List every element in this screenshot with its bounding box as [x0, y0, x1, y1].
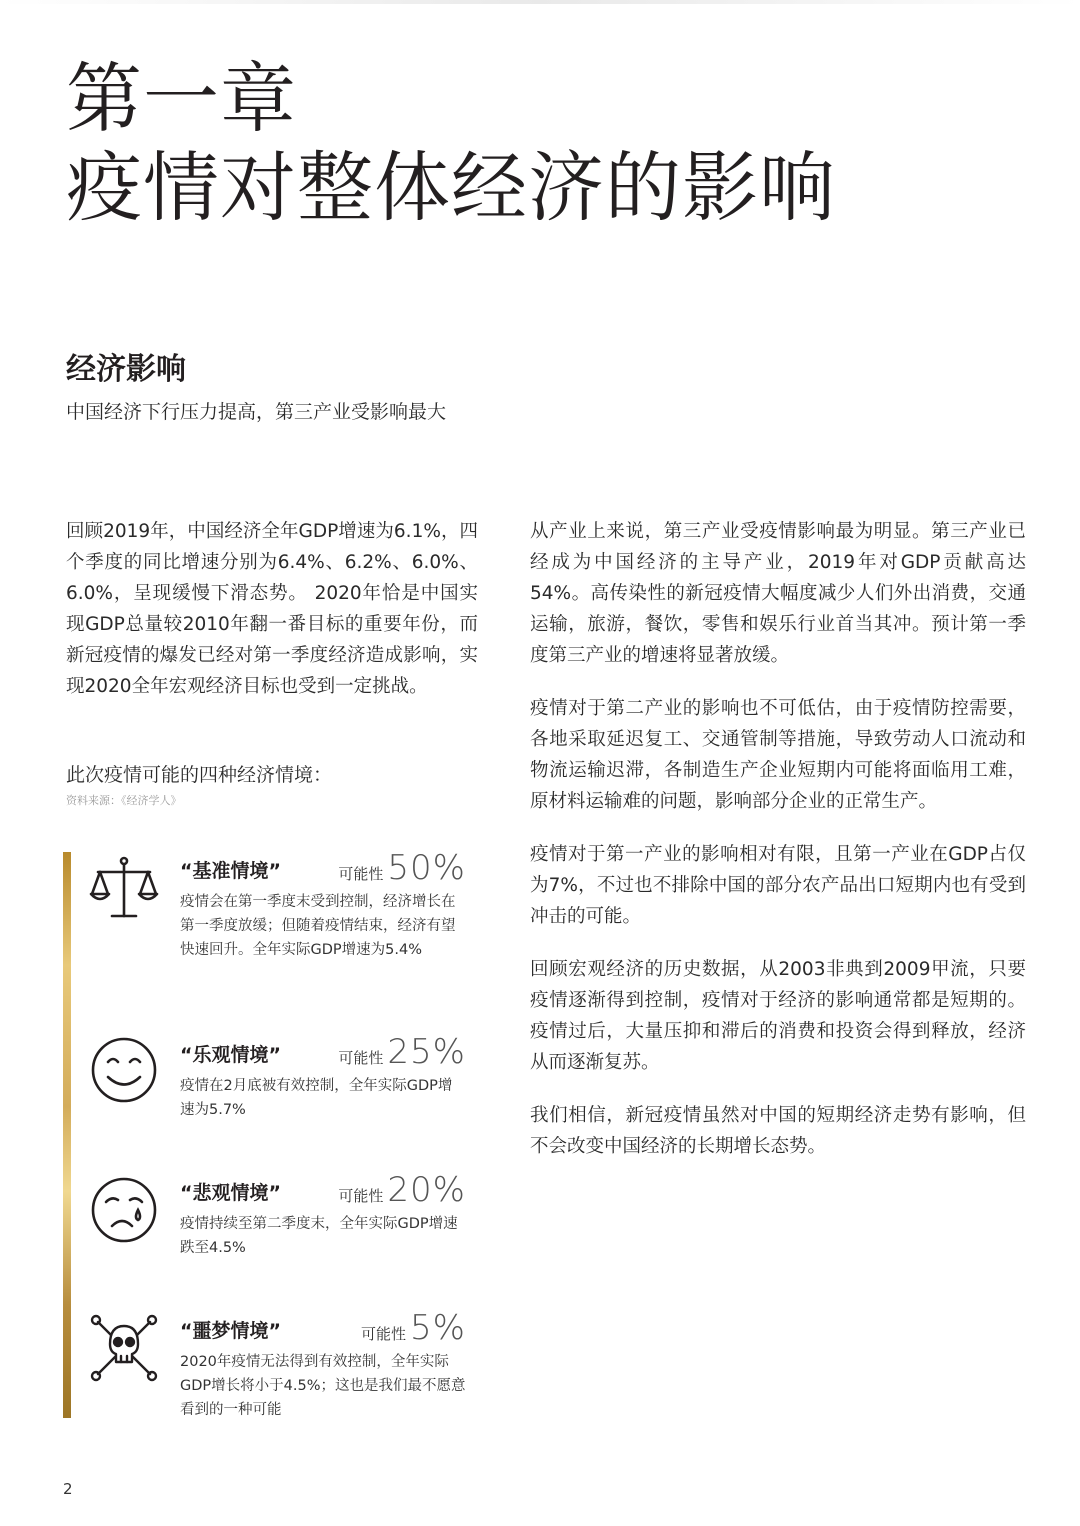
scenario-description: 疫情会在第一季度末受到控制，经济增长在第一季度放缓；但随着疫情结束，经济有望快速回升。全年实际GDP增速为5.4% — [180, 894, 456, 958]
scenario-name: “乐观情境” — [180, 1044, 281, 1066]
balance-scale-icon — [86, 852, 162, 928]
page-number: 2 — [63, 1480, 73, 1498]
probability-label: 可能性 — [361, 1325, 407, 1343]
probability-label: 可能性 — [338, 865, 384, 883]
body-paragraph: 回顾宏观经济的历史数据，从2003非典到2009甲流，只要疫情逐渐得到控制，疫情对于经济的影响通常都是短期的。疫情过后，大量压抑和滞后的消费和投资会得到释放，经济从而逐渐复苏。 — [530, 959, 1026, 1073]
skull-crossbones-icon — [86, 1310, 162, 1386]
probability-value: 5% — [410, 1308, 466, 1348]
body-paragraph: 疫情对于第一产业的影响相对有限，且第一产业在GDP占仅为7%，不过也不排除中国的部分农产品出口短期内也有受到冲击的可能。 — [530, 844, 1026, 927]
body-paragraph: 疫情对于第二产业的影响也不可低估，由于疫情防控需要，各地采取延迟复工、交通管制等措施，导致劳动人口流动和物流运输迟滞，各制造生产企业短期内可能将面临用工难，原材料运输难的问题，影响部分企业的正常生产。 — [530, 698, 1026, 812]
smiling-face-icon — [86, 1032, 162, 1108]
source-note: 资料来源：《经济学人》 — [66, 794, 182, 807]
probability-value: 20% — [387, 1170, 466, 1210]
scenario-probability — [338, 848, 466, 888]
probability-label: 可能性 — [338, 1049, 384, 1067]
chapter-label: 第一章 — [66, 54, 297, 143]
probability-label: 可能性 — [338, 1187, 384, 1205]
top-divider — [0, 0, 1080, 4]
scenario-intro: 此次疫情可能的四种经济情境： — [66, 764, 333, 786]
scenario-probability — [338, 1032, 466, 1072]
section-subtitle: 中国经济下行压力提高，第三产业受影响最大 — [66, 401, 447, 423]
scenario-probability — [361, 1308, 466, 1348]
probability-value: 50% — [387, 848, 466, 888]
probability-value: 25% — [387, 1032, 466, 1072]
body-paragraph: 我们相信，新冠疫情虽然对中国的短期经济走势有影响，但不会改变中国经济的长期增长态势。 — [530, 1105, 1026, 1157]
right-column — [530, 516, 1026, 1184]
left-column — [66, 516, 478, 724]
sad-face-icon — [86, 1172, 162, 1248]
scenario-name: “基准情境” — [180, 860, 281, 882]
scenario-description: 疫情持续至第二季度末，全年实际GDP增速跌至4.5% — [180, 1216, 458, 1256]
chapter-title: 疫情对整体经济的影响 — [66, 143, 836, 232]
gold-accent-bar — [63, 852, 71, 1418]
section-heading: 经济影响 — [66, 352, 186, 387]
intro-paragraph: 回顾2019年，中国经济全年GDP增速为6.1%，四个季度的同比增速分别为6.4%、6.2%、6.0%、6.0%，呈现缓慢下滑态势。 2020年恰是中国实现GDP总量较2010年翻一番目标的重要年份，而新冠疫情的爆发已经对第一季度经济造成影响，实现2020全年宏观经济目标也受到一定挑战。 — [66, 521, 478, 697]
scenario-name: “噩梦情境” — [180, 1320, 281, 1342]
body-paragraph: 从产业上来说，第三产业受疫情影响最为明显。第三产业已经成为中国经济的主导产业，2019年对GDP贡献高达54%。高传染性的新冠疫情大幅度减少人们外出消费，交通运输，旅游，餐饮，零售和娱乐行业首当其冲。预计第一季度第三产业的增速将显著放缓。 — [530, 521, 1026, 666]
scenario-description: 疫情在2月底被有效控制，全年实际GDP增速为5.7% — [180, 1078, 453, 1118]
scenario-probability — [338, 1170, 466, 1210]
scenario-name: “悲观情境” — [180, 1182, 281, 1204]
scenario-description: 2020年疫情无法得到有效控制，全年实际GDP增长将小于4.5%；这也是我们最不愿意看到的一种可能 — [180, 1354, 466, 1418]
